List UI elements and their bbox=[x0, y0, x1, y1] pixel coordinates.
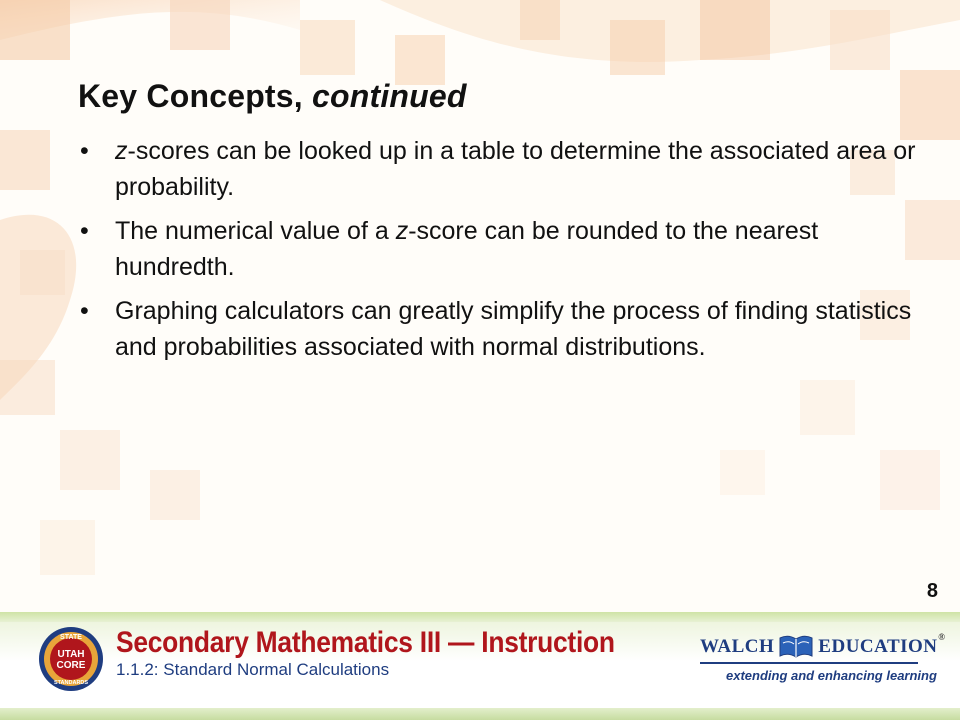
bullet-text: -score can be rounded to the nearest hundredth. bbox=[115, 217, 819, 281]
bullet-item bbox=[78, 213, 918, 285]
publisher-name-right-text: EDUCATION bbox=[818, 636, 938, 657]
seal-mid-text-1: UTAH bbox=[57, 649, 85, 660]
utah-core-seal-icon bbox=[38, 626, 104, 692]
page-number: 8 bbox=[926, 580, 938, 602]
publisher-name-left: WALCH bbox=[700, 636, 775, 657]
bullet-glyph: • bbox=[80, 217, 89, 245]
publisher-logo bbox=[700, 632, 946, 662]
walch-book-icon bbox=[778, 634, 814, 660]
footer bbox=[0, 612, 960, 720]
title-main: Key Concepts, bbox=[78, 78, 312, 114]
course-title: Secondary Mathematics III — Instruction bbox=[116, 626, 615, 659]
bullet-emphasis: z bbox=[115, 137, 128, 165]
bullet-item bbox=[78, 293, 918, 365]
footer-bottom-band bbox=[0, 708, 960, 720]
slide-title bbox=[78, 78, 467, 115]
publisher-tagline: extending and enhancing learning bbox=[726, 668, 937, 683]
bullet-text: The numerical value of a bbox=[115, 217, 396, 245]
bullet-emphasis: z bbox=[395, 217, 409, 245]
publisher-name-right bbox=[818, 632, 946, 658]
publisher-underline bbox=[700, 662, 918, 664]
bullet-text: -scores can be looked up in a table to determine the associated area or probability. bbox=[115, 137, 916, 201]
trademark-symbol: ® bbox=[938, 632, 946, 642]
title-continued: continued bbox=[311, 78, 467, 114]
seal-mid-text-2: CORE bbox=[56, 660, 86, 671]
seal-top-text: STATE bbox=[60, 634, 82, 641]
lesson-title: 1.1.2: Standard Normal Calculations bbox=[116, 660, 390, 679]
bullet-item bbox=[78, 133, 918, 205]
footer-top-band bbox=[0, 612, 960, 622]
bullet-glyph: • bbox=[80, 297, 89, 325]
bullet-list bbox=[78, 133, 918, 373]
bullet-text: Graphing calculators can greatly simplify the process of finding statistics and probabilities associated with normal distributions. bbox=[115, 297, 912, 361]
seal-bottom-text: STANDARDS bbox=[53, 680, 89, 686]
bullet-glyph: • bbox=[80, 137, 89, 165]
